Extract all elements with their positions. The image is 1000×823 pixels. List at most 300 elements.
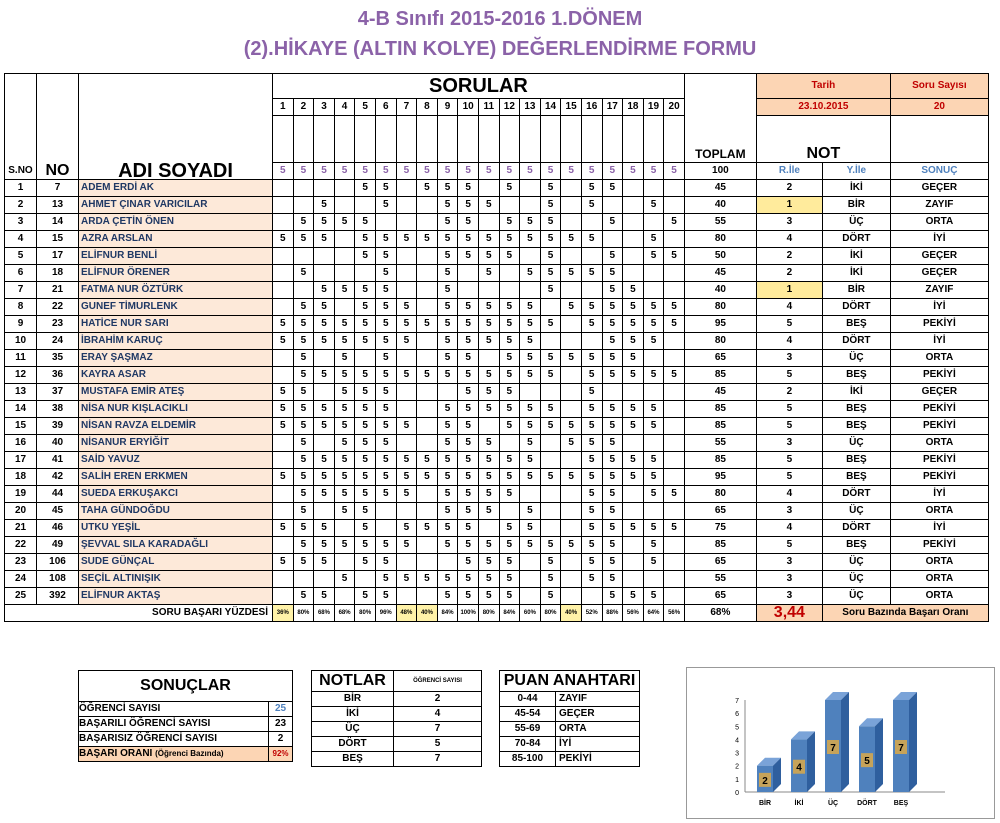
answer-cell: 5 (375, 248, 396, 265)
student-y-ile: İKİ (822, 248, 890, 265)
answer-cell: 5 (375, 265, 396, 282)
answer-cell: 5 (375, 299, 396, 316)
student-no: 108 (37, 571, 79, 588)
answer-cell: 5 (643, 401, 664, 418)
y-tick-label: 4 (735, 737, 739, 745)
answer-cell: 5 (458, 248, 479, 265)
answer-cell: 5 (314, 214, 335, 231)
answer-cell (458, 265, 479, 282)
y-tick-label: 1 (735, 776, 739, 784)
student-no: 14 (37, 214, 79, 231)
footer-label: SORU BAŞARI YÜZDESİ (5, 605, 273, 622)
answer-cell: 5 (499, 418, 520, 435)
answer-cell: 5 (375, 180, 396, 197)
answer-cell: 5 (417, 469, 438, 486)
answer-cell: 5 (437, 231, 458, 248)
student-toplam: 80 (684, 333, 756, 350)
answer-cell (334, 197, 355, 214)
answer-cell: 5 (437, 401, 458, 418)
student-sonuc: ORTA (890, 571, 988, 588)
answer-cell: 5 (375, 435, 396, 452)
answer-cell (561, 486, 582, 503)
student-y-ile: İKİ (822, 384, 890, 401)
answer-cell (396, 401, 417, 418)
answer-cell (581, 248, 602, 265)
student-sno: 13 (5, 384, 37, 401)
answer-cell: 5 (581, 520, 602, 537)
answer-cell: 5 (355, 520, 376, 537)
tarih-value: 23.10.2015 (756, 99, 890, 116)
header-y-ile: Y.İle (822, 163, 890, 180)
answer-cell: 5 (314, 486, 335, 503)
student-toplam: 85 (684, 452, 756, 469)
answer-cell: 5 (314, 401, 335, 418)
answer-cell: 5 (478, 571, 499, 588)
answer-cell: 5 (375, 418, 396, 435)
student-sonuc: ORTA (890, 554, 988, 571)
answer-cell: 5 (581, 265, 602, 282)
student-row (5, 469, 989, 486)
answer-cell (417, 248, 438, 265)
question-points: 5 (602, 163, 623, 180)
answer-cell: 5 (334, 537, 355, 554)
footer-toplam: 68% (684, 605, 756, 622)
answer-cell: 5 (602, 299, 623, 316)
answer-cell: 5 (540, 401, 561, 418)
answer-cell (664, 265, 685, 282)
student-toplam: 55 (684, 214, 756, 231)
answer-cell: 5 (375, 554, 396, 571)
answer-cell (664, 469, 685, 486)
answer-cell: 5 (334, 316, 355, 333)
answer-cell (520, 486, 541, 503)
answer-cell (499, 197, 520, 214)
sonuclar-label: BAŞARILI ÖĞRENCİ SAYISI (79, 717, 269, 732)
answer-cell: 5 (437, 469, 458, 486)
answer-cell: 5 (458, 180, 479, 197)
answer-cell: 5 (643, 248, 664, 265)
question-number: 4 (334, 99, 355, 116)
answer-cell: 5 (602, 367, 623, 384)
puan-label: GEÇER (556, 707, 640, 722)
answer-cell: 5 (478, 537, 499, 554)
answer-cell: 5 (602, 486, 623, 503)
answer-cell: 5 (478, 316, 499, 333)
answer-cell (664, 418, 685, 435)
student-sonuc: İYİ (890, 486, 988, 503)
answer-cell: 5 (581, 180, 602, 197)
answer-cell: 5 (623, 350, 644, 367)
answer-cell (643, 571, 664, 588)
answer-cell: 5 (643, 452, 664, 469)
answer-cell (334, 265, 355, 282)
blank-cell (334, 116, 355, 163)
answer-cell: 5 (314, 282, 335, 299)
answer-cell: 5 (458, 571, 479, 588)
question-number: 14 (540, 99, 561, 116)
student-no: 15 (37, 231, 79, 248)
answer-cell: 5 (375, 384, 396, 401)
answer-cell: 5 (520, 299, 541, 316)
student-sno: 9 (5, 316, 37, 333)
answer-cell (314, 350, 335, 367)
answer-cell (561, 316, 582, 333)
answer-cell: 5 (643, 299, 664, 316)
answer-cell (273, 571, 294, 588)
student-y-ile: İKİ (822, 265, 890, 282)
answer-cell (396, 350, 417, 367)
answer-cell: 5 (499, 180, 520, 197)
answer-cell: 5 (520, 520, 541, 537)
student-toplam: 95 (684, 469, 756, 486)
answer-cell (417, 418, 438, 435)
answer-cell: 5 (334, 401, 355, 418)
answer-cell (417, 282, 438, 299)
student-r-ile: 5 (756, 469, 822, 486)
answer-cell: 5 (458, 435, 479, 452)
answer-cell (561, 214, 582, 231)
answer-cell: 5 (396, 316, 417, 333)
answer-cell (478, 214, 499, 231)
notlar-count: 7 (394, 722, 482, 737)
puan-range: 85-100 (500, 752, 556, 767)
answer-cell: 5 (355, 588, 376, 605)
answer-cell: 5 (334, 282, 355, 299)
question-points: 5 (458, 163, 479, 180)
answer-cell: 5 (458, 469, 479, 486)
header-toplam: TOPLAM (684, 74, 756, 163)
question-number: 6 (375, 99, 396, 116)
answer-cell (355, 265, 376, 282)
student-sno: 20 (5, 503, 37, 520)
student-name: ELİFNUR BENLİ (79, 248, 273, 265)
student-r-ile: 3 (756, 214, 822, 231)
answer-cell (293, 248, 314, 265)
answer-cell: 5 (293, 537, 314, 554)
student-y-ile: DÖRT (822, 299, 890, 316)
student-y-ile: BEŞ (822, 537, 890, 554)
answer-cell: 5 (664, 316, 685, 333)
bar-value-label: 2 (762, 775, 768, 787)
answer-cell: 5 (458, 367, 479, 384)
answer-cell: 5 (478, 384, 499, 401)
student-y-ile: BİR (822, 282, 890, 299)
answer-cell (602, 384, 623, 401)
header-no: NO (37, 74, 79, 180)
answer-cell: 5 (540, 537, 561, 554)
answer-cell: 5 (355, 503, 376, 520)
question-percent: 64% (643, 605, 664, 622)
question-number: 18 (623, 99, 644, 116)
answer-cell: 5 (540, 282, 561, 299)
answer-cell (540, 333, 561, 350)
answer-cell: 5 (334, 452, 355, 469)
answer-cell (273, 180, 294, 197)
answer-cell: 5 (396, 418, 417, 435)
y-tick-label: 2 (735, 763, 739, 771)
answer-cell (664, 384, 685, 401)
student-name: GUNEF TİMURLENK (79, 299, 273, 316)
answer-cell (520, 554, 541, 571)
answer-cell (396, 282, 417, 299)
notlar-count: 7 (394, 752, 482, 767)
answer-cell: 5 (375, 350, 396, 367)
student-row (5, 197, 989, 214)
answer-cell (355, 197, 376, 214)
answer-cell: 5 (458, 588, 479, 605)
answer-cell: 5 (437, 435, 458, 452)
question-points: 5 (417, 163, 438, 180)
blank-cell (520, 116, 541, 163)
question-points: 5 (437, 163, 458, 180)
answer-cell (664, 350, 685, 367)
answer-cell: 5 (375, 452, 396, 469)
answer-cell: 5 (355, 486, 376, 503)
answer-cell: 5 (478, 503, 499, 520)
answer-cell: 5 (375, 316, 396, 333)
blank-cell (293, 116, 314, 163)
answer-cell (643, 350, 664, 367)
question-percent: 68% (334, 605, 355, 622)
answer-cell: 5 (375, 367, 396, 384)
header-adi-soyadi: ADI SOYADI (79, 74, 273, 180)
blank-cell (396, 116, 417, 163)
answer-cell: 5 (561, 231, 582, 248)
answer-cell: 5 (314, 537, 335, 554)
answer-cell: 5 (293, 554, 314, 571)
student-sno: 16 (5, 435, 37, 452)
answer-cell: 5 (520, 503, 541, 520)
answer-cell: 5 (458, 299, 479, 316)
answer-cell (561, 384, 582, 401)
student-toplam: 55 (684, 571, 756, 588)
student-y-ile: BEŞ (822, 367, 890, 384)
student-sonuc: ZAYIF (890, 282, 988, 299)
y-tick-label: 6 (735, 711, 739, 719)
question-percent: 60% (520, 605, 541, 622)
answer-cell: 5 (602, 401, 623, 418)
student-no: 23 (37, 316, 79, 333)
answer-cell: 5 (478, 401, 499, 418)
answer-cell: 5 (499, 316, 520, 333)
answer-cell: 5 (396, 571, 417, 588)
answer-cell: 5 (293, 231, 314, 248)
student-name: ŞEVVAL SILA KARADAĞLI (79, 537, 273, 554)
student-y-ile: ÜÇ (822, 435, 890, 452)
student-no: 40 (37, 435, 79, 452)
student-toplam: 85 (684, 537, 756, 554)
answer-cell (417, 486, 438, 503)
answer-cell: 5 (355, 231, 376, 248)
footer-avg: 3,44 (756, 605, 822, 622)
answer-cell (561, 401, 582, 418)
question-number: 3 (314, 99, 335, 116)
answer-cell (375, 520, 396, 537)
answer-cell: 5 (458, 350, 479, 367)
student-sno: 14 (5, 401, 37, 418)
answer-cell: 5 (561, 299, 582, 316)
question-points: 5 (355, 163, 376, 180)
student-name: NİSA NUR KIŞLACIKLI (79, 401, 273, 418)
answer-cell: 5 (478, 231, 499, 248)
question-points: 5 (293, 163, 314, 180)
student-y-ile: DÖRT (822, 486, 890, 503)
answer-cell: 5 (623, 367, 644, 384)
student-row (5, 571, 989, 588)
answer-cell: 5 (540, 469, 561, 486)
answer-cell (561, 180, 582, 197)
student-sno: 22 (5, 537, 37, 554)
student-name: AZRA ARSLAN (79, 231, 273, 248)
answer-cell: 5 (520, 367, 541, 384)
answer-cell: 5 (561, 469, 582, 486)
answer-cell: 5 (520, 418, 541, 435)
student-name: ELİFNUR AKTAŞ (79, 588, 273, 605)
answer-cell: 5 (437, 333, 458, 350)
student-no: 36 (37, 367, 79, 384)
answer-cell (417, 554, 438, 571)
answer-cell: 5 (520, 452, 541, 469)
answer-cell: 5 (355, 180, 376, 197)
answer-cell (334, 231, 355, 248)
student-row (5, 554, 989, 571)
student-r-ile: 3 (756, 571, 822, 588)
bar-value-label: 4 (796, 762, 802, 774)
answer-cell: 5 (355, 384, 376, 401)
answer-cell: 5 (334, 435, 355, 452)
student-no: 13 (37, 197, 79, 214)
student-y-ile: DÖRT (822, 333, 890, 350)
answer-cell (520, 180, 541, 197)
student-sno: 25 (5, 588, 37, 605)
question-number: 17 (602, 99, 623, 116)
notlar-grade: DÖRT (312, 737, 394, 752)
answer-cell (273, 503, 294, 520)
student-no: 392 (37, 588, 79, 605)
student-row (5, 520, 989, 537)
answer-cell: 5 (293, 350, 314, 367)
sonuclar-title: SONUÇLAR (79, 671, 293, 702)
bar-value-label: 7 (898, 743, 904, 754)
answer-cell: 5 (396, 333, 417, 350)
puan-title: PUAN ANAHTARI (500, 671, 640, 692)
answer-cell: 5 (396, 537, 417, 554)
evaluation-table (4, 73, 989, 622)
answer-cell (478, 418, 499, 435)
student-row (5, 180, 989, 197)
student-no: 39 (37, 418, 79, 435)
student-row (5, 333, 989, 350)
answer-cell (396, 214, 417, 231)
answer-cell: 5 (520, 401, 541, 418)
answer-cell: 5 (417, 571, 438, 588)
student-row (5, 588, 989, 605)
answer-cell: 5 (499, 571, 520, 588)
student-name: SALİH EREN ERKMEN (79, 469, 273, 486)
answer-cell: 5 (540, 197, 561, 214)
answer-cell (561, 520, 582, 537)
answer-cell: 5 (458, 316, 479, 333)
question-percent: 96% (375, 605, 396, 622)
answer-cell (540, 503, 561, 520)
answer-cell (334, 554, 355, 571)
answer-cell: 5 (314, 316, 335, 333)
x-tick-label: BİR (758, 800, 772, 807)
question-percent: 56% (664, 605, 685, 622)
answer-cell: 5 (417, 316, 438, 333)
answer-cell: 5 (602, 214, 623, 231)
answer-cell: 5 (581, 299, 602, 316)
student-row (5, 282, 989, 299)
sonuclar-value: 25 (269, 702, 293, 717)
answer-cell: 5 (581, 350, 602, 367)
student-toplam: 65 (684, 554, 756, 571)
answer-cell: 5 (520, 537, 541, 554)
answer-cell: 5 (437, 486, 458, 503)
answer-cell (273, 435, 294, 452)
answer-cell (664, 503, 685, 520)
answer-cell (520, 588, 541, 605)
answer-cell: 5 (437, 282, 458, 299)
question-points: 5 (375, 163, 396, 180)
student-no: 35 (37, 350, 79, 367)
answer-cell (623, 265, 644, 282)
answer-cell: 5 (643, 554, 664, 571)
student-name: SAİD YAVUZ (79, 452, 273, 469)
answer-cell: 5 (293, 367, 314, 384)
student-name: AHMET ÇINAR VARICILAR (79, 197, 273, 214)
answer-cell: 5 (458, 384, 479, 401)
answer-cell: 5 (273, 231, 294, 248)
student-y-ile: DÖRT (822, 231, 890, 248)
answer-cell (561, 503, 582, 520)
student-sonuc: GEÇER (890, 180, 988, 197)
student-name: FATMA NUR ÖZTÜRK (79, 282, 273, 299)
student-sno: 10 (5, 333, 37, 350)
answer-cell: 5 (643, 418, 664, 435)
answer-cell (499, 265, 520, 282)
answer-cell: 5 (478, 469, 499, 486)
answer-cell: 5 (643, 520, 664, 537)
answer-cell (581, 333, 602, 350)
question-points: 5 (623, 163, 644, 180)
student-toplam: 85 (684, 401, 756, 418)
notlar-grade: ÜÇ (312, 722, 394, 737)
answer-cell: 5 (643, 469, 664, 486)
answer-cell: 5 (396, 367, 417, 384)
notlar-count: 5 (394, 737, 482, 752)
question-points: 5 (314, 163, 335, 180)
student-sonuc: GEÇER (890, 384, 988, 401)
answer-cell: 5 (643, 316, 664, 333)
answer-cell: 5 (293, 384, 314, 401)
student-r-ile: 3 (756, 350, 822, 367)
answer-cell: 5 (437, 367, 458, 384)
student-sno: 8 (5, 299, 37, 316)
student-sno: 23 (5, 554, 37, 571)
answer-cell (478, 180, 499, 197)
question-number: 1 (273, 99, 294, 116)
answer-cell: 5 (314, 452, 335, 469)
answer-cell (664, 588, 685, 605)
student-name: KAYRA ASAR (79, 367, 273, 384)
student-name: TAHA GÜNDOĞDU (79, 503, 273, 520)
blank-cell (561, 116, 582, 163)
blank-cell (375, 116, 396, 163)
student-toplam: 65 (684, 350, 756, 367)
answer-cell: 5 (334, 333, 355, 350)
student-toplam: 50 (684, 248, 756, 265)
